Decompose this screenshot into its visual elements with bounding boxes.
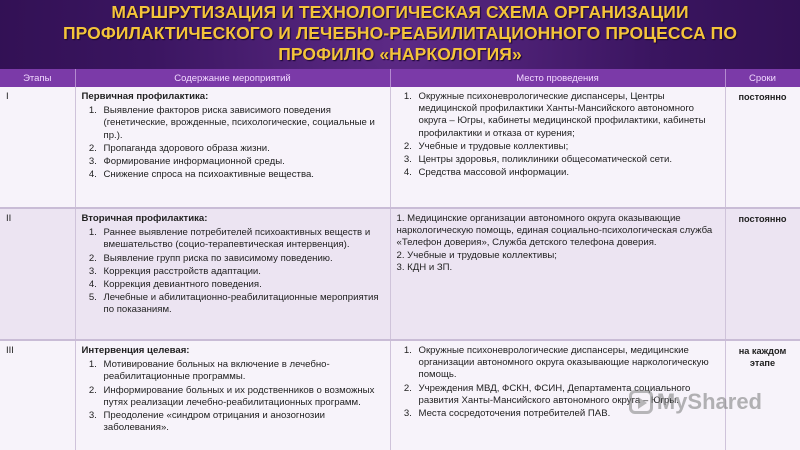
place-cell — [390, 87, 725, 208]
list-item: 4. Снижение спроса на психоактивные вещества. — [100, 169, 384, 181]
content-list — [82, 359, 384, 434]
table-row — [0, 208, 800, 340]
list-item: 2. Пропаганда здорового образа жизни. — [100, 143, 384, 155]
list-item: 1. Выявление факторов риска зависимого поведения (генетические, врожденные, психологические, социальные и пр.). — [100, 105, 384, 142]
content-heading: Интервенция целевая: — [81, 345, 190, 356]
term-cell: на каждом этапе — [725, 340, 800, 450]
title-line-1: МАРШРУТИЗАЦИЯ И ТЕХНОЛОГИЧЕСКАЯ СХЕМА ОРГАНИЗАЦИИ — [111, 2, 689, 22]
place-cell — [390, 208, 725, 340]
table-row — [0, 87, 800, 208]
list-item: 2. Учебные и трудовые коллективы; — [415, 141, 719, 153]
table-header-row — [0, 69, 800, 87]
list-item: 5. Лечебные и абилитационно-реабилитационные мероприятия по показаниям. — [100, 292, 384, 316]
stage-cell: II — [0, 208, 75, 340]
list-item: 1. Окружные психоневрологические диспансеры, Центры медицинской профилактики Ханты-Мансийского автономного округа – Югры, кабинеты медицинской профилактики, кабинеты профилактики и отказа от курения; — [415, 91, 719, 140]
list-item: 4. Коррекция девиантного поведения. — [100, 279, 384, 291]
title-line-2: ПРОФИЛАКТИЧЕСКОГО И ЛЕЧЕБНО-РЕАБИЛИТАЦИОННОГО ПРОЦЕССА ПО — [62, 23, 738, 43]
list-item: 3. Центры здоровья, поликлиники общесоматической сети. — [415, 154, 719, 166]
place-line: 2. Учебные и трудовые коллективы; — [396, 249, 557, 261]
stage-cell: III — [0, 340, 75, 450]
column-header-place: Место проведения — [390, 69, 725, 87]
column-header-stages: Этапы — [0, 69, 75, 87]
content-heading: Вторичная профилактика: — [81, 213, 208, 224]
term-cell: постоянно — [725, 87, 800, 208]
list-item: 3. Коррекция расстройств адаптации. — [100, 266, 384, 278]
watermark — [629, 389, 762, 415]
content-cell — [75, 87, 390, 208]
list-item: 3. Преодоление «синдром отрицания и анозогнозии заболевания». — [100, 410, 384, 434]
place-line: 3. КДН и ЗП. — [396, 261, 453, 273]
term-cell: постоянно — [725, 208, 800, 340]
content-cell — [75, 340, 390, 450]
place-line: 1. Медицинские организации автономного округа оказывающие наркологическую помощь, единая социально-психологическая служба «Телефон доверия», Служба детского телефона доверия. — [396, 213, 713, 249]
list-item: 2. Информирование больных и их родственников о возможных путях реализации лечебно-реабилитационных программ. — [100, 385, 384, 409]
list-item: 2. Выявление групп риска по зависимому поведению. — [100, 253, 384, 265]
content-list — [82, 227, 384, 316]
list-item: 1. Мотивирование больных на включение в лечебно-реабилитационные программы. — [100, 359, 384, 383]
play-icon — [629, 390, 653, 414]
content-list — [82, 105, 384, 181]
title-line-3: ПРОФИЛЮ «НАРКОЛОГИЯ» — [278, 44, 522, 64]
column-header-content: Содержание мероприятий — [75, 69, 390, 87]
watermark-text: MyShared — [656, 389, 762, 414]
list-item: 3. Формирование информационной среды. — [100, 156, 384, 168]
list-item: 3. Места сосредоточения потребителей ПАВ. — [415, 408, 719, 420]
content-heading: Первичная профилактика: — [81, 91, 209, 102]
place-list — [397, 91, 719, 179]
list-item: 1. Раннее выявление потребителей психоактивных веществ и вмешательство (социо-терапевтическая интервенция). — [100, 227, 384, 251]
column-header-terms: Сроки — [725, 69, 800, 87]
content-cell — [75, 208, 390, 340]
list-item: 1. Окружные психоневрологические диспансеры, медицинские организации автономного округа оказывающие наркологическую помощь. — [415, 345, 719, 382]
list-item: 4. Средства массовой информации. — [415, 167, 719, 179]
page-title — [0, 2, 800, 65]
list-item: 2. Учреждения МВД, ФСКН, ФСИН, Департамента социального развития Ханты-Мансийского автономного округа – Югры. — [415, 383, 719, 407]
stage-cell: I — [0, 87, 75, 208]
